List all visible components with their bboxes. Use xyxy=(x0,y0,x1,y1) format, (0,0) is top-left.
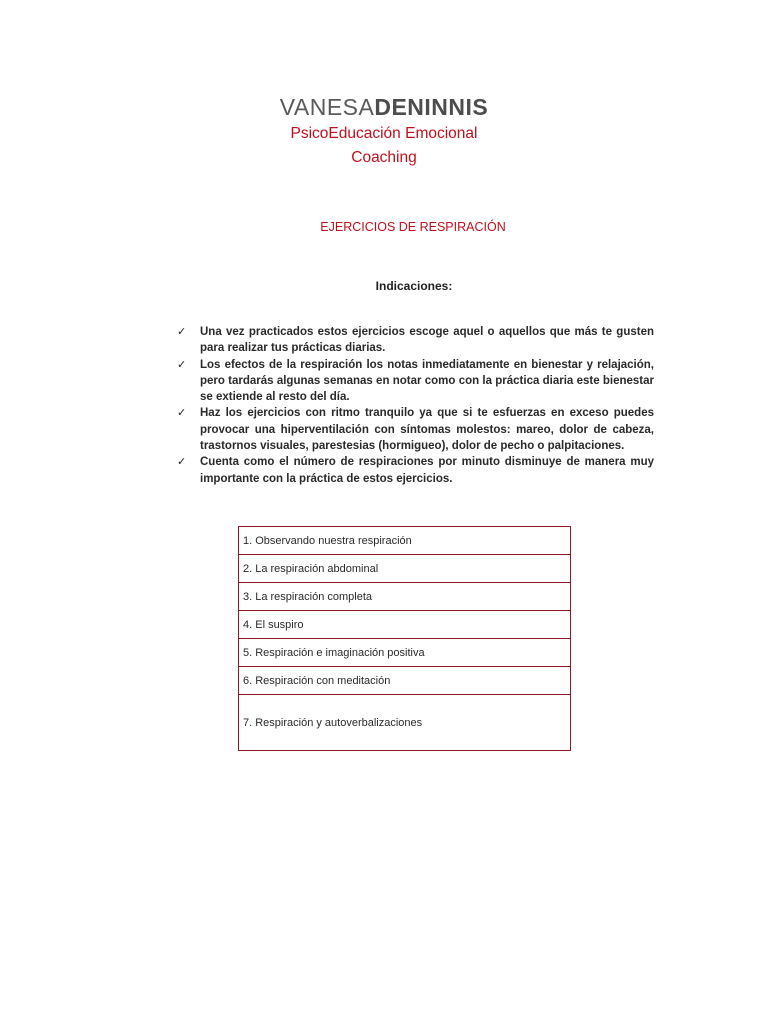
table-cell: 2. La respiración abdominal xyxy=(239,555,571,583)
list-item xyxy=(176,405,654,454)
list-item xyxy=(176,357,654,406)
checkmark-icon: ✓ xyxy=(177,456,187,469)
table-row xyxy=(239,555,571,583)
exercise-table xyxy=(238,526,571,751)
table-cell: 1. Observando nuestra respiración xyxy=(239,527,571,555)
brand-subtitle-coaching: Coaching xyxy=(351,149,417,166)
checkmark-icon: ✓ xyxy=(177,326,187,338)
list-item-text: Una vez practicados estos ejercicios escoge aquel o aquellos que más te gusten para realizar tus prácticas diarias. xyxy=(200,326,654,355)
list-item-text: Cuenta como el número de respiraciones por minuto disminuye de manera muy importante con la práctica de estos ejercicios. xyxy=(200,456,654,485)
list-item xyxy=(176,324,654,357)
table-row xyxy=(239,695,571,751)
checkmark-icon: ✓ xyxy=(177,358,187,371)
brand-first-name: VANESA xyxy=(279,94,375,120)
table-cell: 3. La respiración completa xyxy=(239,583,571,611)
brand-name xyxy=(0,92,768,122)
table-cell: 5. Respiración e imaginación positiva xyxy=(239,639,571,667)
table-row xyxy=(239,527,571,555)
table-cell: 4. El suspiro xyxy=(239,611,571,639)
document-header xyxy=(0,92,768,170)
indications-list xyxy=(176,324,654,487)
checkmark-icon: ✓ xyxy=(177,407,187,420)
section-title: EJERCICIOS DE RESPIRACIÓN xyxy=(320,220,506,234)
table-cell: 7. Respiración y autoverbalizaciones xyxy=(239,695,571,751)
table-row xyxy=(239,611,571,639)
table-cell: 6. Respiración con meditación xyxy=(239,667,571,695)
list-item-text: Haz los ejercicios con ritmo tranquilo ya que si te esfuerzas en exceso puedes provocar una hiperventilación con síntomas molestos: mareo, dolor de cabeza, trastornos visuales, parestesias (hormigueo), dolor de pecho o palpitaciones. xyxy=(200,407,654,453)
table-row xyxy=(239,583,571,611)
list-item xyxy=(176,454,654,487)
list-item-text: Los efectos de la respiración los notas inmediatamente en bienestar y relajación, pero tardarás algunas semanas en notar como con la práctica diaria este bienestar se extiende al resto del día. xyxy=(200,358,654,404)
table-row xyxy=(239,667,571,695)
brand-subtitle: PsicoEducación Emocional xyxy=(290,125,478,142)
brand-last-name: DENINNIS xyxy=(374,94,489,120)
indications-heading: Indicaciones: xyxy=(375,279,453,293)
table-row xyxy=(239,639,571,667)
